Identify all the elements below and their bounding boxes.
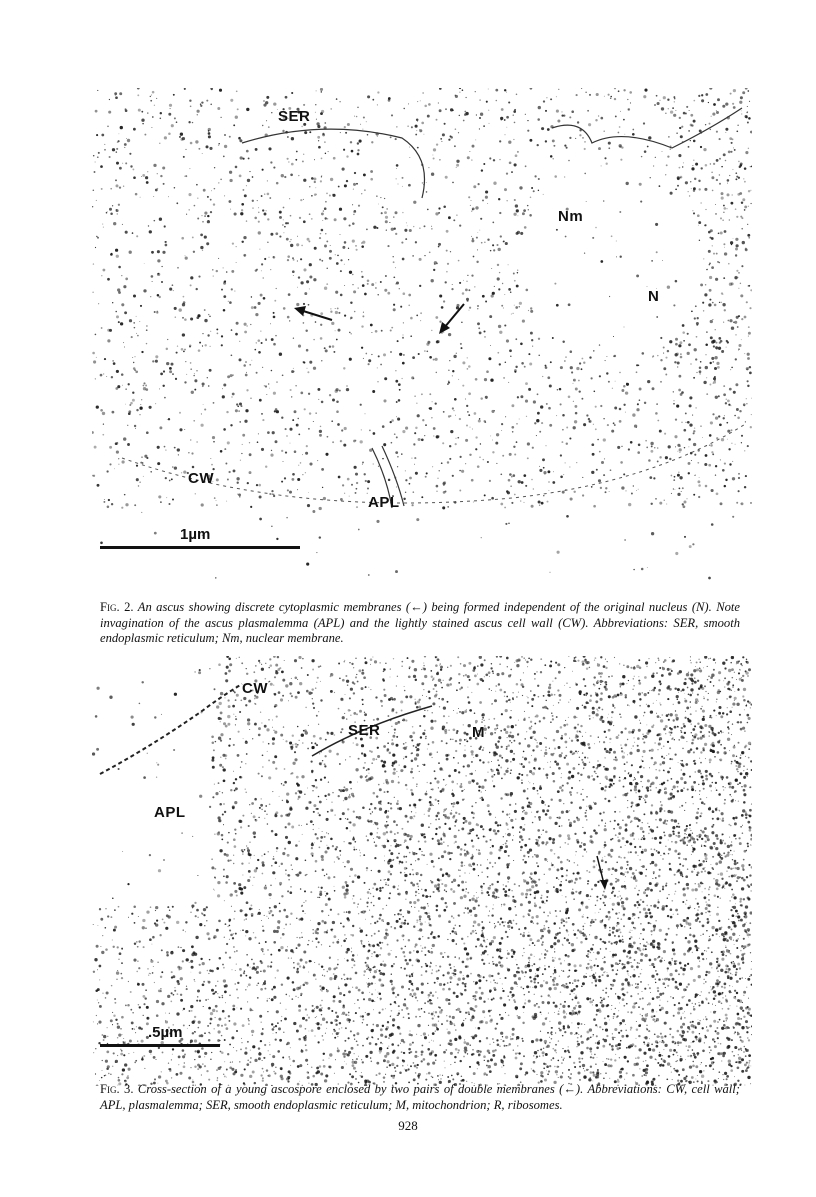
scale-bar xyxy=(100,546,300,549)
figure-2-caption xyxy=(100,600,740,647)
arrow-left-icon xyxy=(294,306,332,320)
label-ser: SER xyxy=(348,722,381,739)
figure-3-image xyxy=(92,656,752,1086)
figure-2-micrograph xyxy=(92,88,752,582)
label-ser: SER xyxy=(278,108,311,125)
ser-membrane-curve xyxy=(242,129,425,198)
figure-2-number: Fig. 2. xyxy=(100,600,134,614)
label-n: N xyxy=(648,288,660,305)
figure-3-micrograph xyxy=(92,656,752,1086)
figure-3-caption xyxy=(100,1082,740,1113)
figure-2-image xyxy=(92,88,752,582)
figure-3-caption-text: Cross-section of a young ascospore enclosed by two pairs of double membranes (←). Abbreviations: CW, cell wall; APL, plasmalemma; SER, smooth endoplasmic reticulum; M, mitochondrion; R, ribosomes. xyxy=(100,1082,740,1112)
cell-wall-line xyxy=(100,684,242,774)
label-cw: CW xyxy=(188,470,214,487)
figure-2-caption-text: An ascus showing discrete cytoplasmic membranes (←) being formed independent of the original nucleus (N). Note invagination of the ascus plasmalemma (APL) and the lightly stained ascus cell wall (CW). Abbreviations: SER, smooth endoplasmic reticulum; Nm, nuclear membrane. xyxy=(100,600,740,645)
page-number: 928 xyxy=(398,1118,418,1133)
label-nm: Nm xyxy=(558,208,584,225)
scale-bar-label: .5µm xyxy=(148,1024,183,1041)
label-apl: APL xyxy=(368,494,400,511)
scale-bar xyxy=(100,1044,220,1047)
cell-wall-curve xyxy=(122,423,747,503)
scale-bar-label: 1µm xyxy=(180,526,211,543)
label-cw: CW xyxy=(242,680,268,697)
label-apl: APL xyxy=(154,804,186,821)
figure-3-texture xyxy=(92,656,752,1086)
figure-3-number: Fig. 3. xyxy=(100,1082,134,1096)
label-m: M xyxy=(472,724,485,741)
